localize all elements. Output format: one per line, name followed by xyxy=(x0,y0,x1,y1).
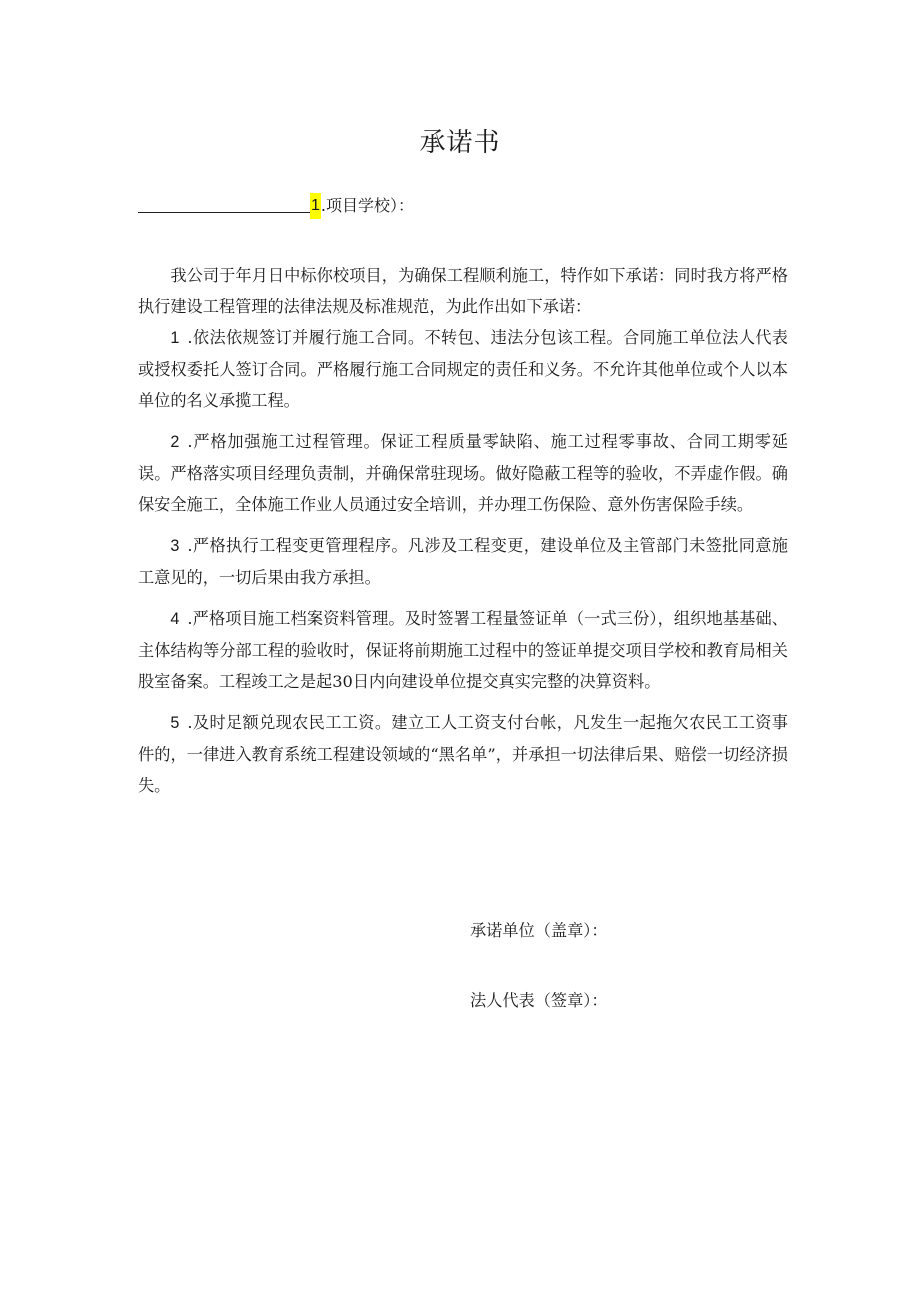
item-number: 5 xyxy=(170,714,180,732)
commitment-item-3 xyxy=(138,530,788,593)
commitment-item-2 xyxy=(138,426,788,520)
intro-paragraph: 我公司于年月日中标你校项目，为确保工程顺利施工，特作如下承诺：同时我方将严格执行建设工程管理的法律法规及标准规范，为此作出如下承诺： xyxy=(138,266,788,316)
document-body xyxy=(138,260,788,811)
commitment-item-4 xyxy=(138,603,788,697)
item-number: 1 xyxy=(170,329,180,347)
document-title: 承诺书 xyxy=(419,128,501,158)
item-text: .及时足额兑现农民工工资。建立工人工资支付台帐，凡发生一起拖欠农民工工资事件的，一律进入教育系统工程建设领域的“黑名单”，并承担一切法律后果、赔偿一切经济损失。 xyxy=(138,713,788,795)
commitment-item-5 xyxy=(138,707,788,801)
item-text: .严格执行工程变更管理程序。凡涉及工程变更，建设单位及主管部门未签批同意施工意见的，一切后果由我方承担。 xyxy=(138,536,788,587)
signature-rep-label: 法人代表（签章）： xyxy=(470,991,608,1010)
item-number: 4 xyxy=(170,610,180,628)
signature-unit-label: 承诺单位（盖章）： xyxy=(470,921,608,940)
item-text: .依法依规签订并履行施工合同。不转包、违法分包该工程。合同施工单位法人代表或授权委托人签订合同。严格履行施工合同规定的责任和义务。不允许其他单位或个人以本单位的名义承揽工程。 xyxy=(138,328,788,410)
addressee-number-highlight: 1 xyxy=(310,193,321,219)
commitment-item-1 xyxy=(138,322,788,416)
item-number: 3 xyxy=(170,537,180,555)
addressee-line xyxy=(138,191,414,219)
addressee-text: .项目学校）： xyxy=(320,196,414,215)
addressee-blank xyxy=(138,212,310,213)
item-text: .严格项目施工档案资料管理。及时签署工程量签证单（一式三份），组织地基基础、主体结构等分部工程的验收时，保证将前期施工过程中的签证单提交项目学校和教育局相关股室备案。工程竣工之是起30日内向建设单位提交真实完整的决算资料。 xyxy=(138,609,788,691)
item-text: .严格加强施工过程管理。保证工程质量零缺陷、施工过程零事故、合同工期零延误。严格落实项目经理负责制，并确保常驻现场。做好隐蔽工程等的验收，不弄虚作假。确保安全施工，全体施工作业人员通过安全培训，并办理工伤保险、意外伤害保险手续。 xyxy=(138,432,788,514)
item-number: 2 xyxy=(170,433,180,451)
